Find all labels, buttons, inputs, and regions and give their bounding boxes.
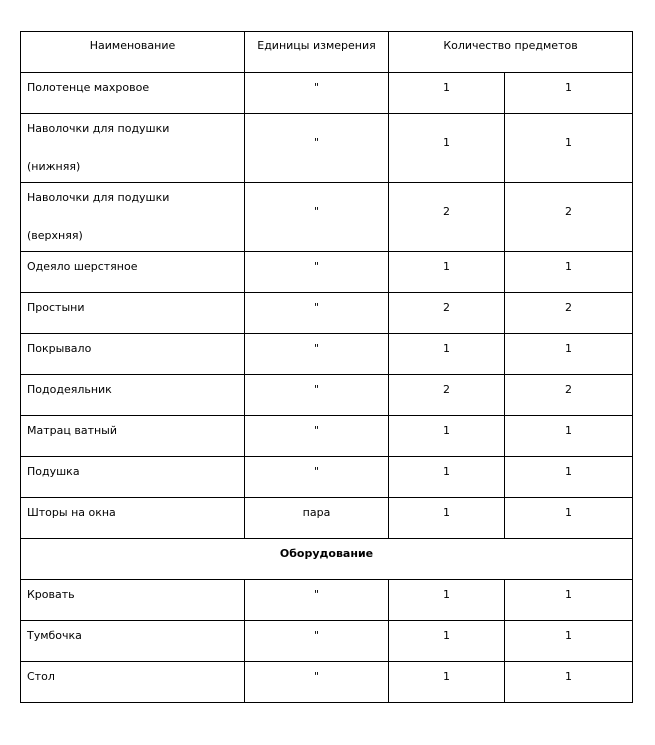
table-row xyxy=(21,114,633,183)
item-name-cell xyxy=(21,375,245,416)
item-qty-1-cell xyxy=(389,252,505,293)
item-qty-1: 1 xyxy=(443,588,450,601)
item-unit: " xyxy=(313,383,320,396)
item-qty-2: 1 xyxy=(565,588,572,601)
item-qty-1-cell xyxy=(389,293,505,334)
item-qty-2-cell xyxy=(505,580,633,621)
item-unit: " xyxy=(313,670,320,683)
item-name-line: Стол xyxy=(27,670,55,683)
item-qty-2-cell xyxy=(505,662,633,703)
item-name-cell xyxy=(21,498,245,539)
item-qty-2: 2 xyxy=(565,383,572,396)
item-name-cell xyxy=(21,334,245,375)
item-qty-1-cell xyxy=(389,375,505,416)
item-qty-2: 1 xyxy=(565,465,572,478)
item-unit-cell xyxy=(245,73,389,114)
header-unit-cell xyxy=(245,32,389,73)
item-name-cell xyxy=(21,114,245,183)
item-name-line: Тумбочка xyxy=(27,629,82,642)
item-qty-2-cell xyxy=(505,252,633,293)
item-unit-cell xyxy=(245,252,389,293)
item-name-line: Подушка xyxy=(27,465,80,478)
item-qty-1-cell xyxy=(389,334,505,375)
item-qty-1-cell xyxy=(389,621,505,662)
item-qty-2: 2 xyxy=(565,205,572,218)
table-header-row xyxy=(21,32,633,73)
item-name-cell xyxy=(21,416,245,457)
item-unit: " xyxy=(313,465,320,478)
item-unit-cell xyxy=(245,580,389,621)
item-name-line: Наволочки для подушки xyxy=(27,122,170,135)
item-qty-2: 1 xyxy=(565,424,572,437)
item-qty-2: 1 xyxy=(565,670,572,683)
item-unit: " xyxy=(313,424,320,437)
item-unit: " xyxy=(313,136,320,149)
table-row xyxy=(21,457,633,498)
item-qty-1-cell xyxy=(389,498,505,539)
item-unit-cell xyxy=(245,457,389,498)
inventory-table-body xyxy=(21,32,633,703)
item-qty-2-cell xyxy=(505,498,633,539)
section-row xyxy=(21,539,633,580)
item-unit: " xyxy=(313,629,320,642)
item-qty-2-cell xyxy=(505,375,633,416)
equipment-row xyxy=(21,621,633,662)
item-unit: " xyxy=(313,260,320,273)
item-name-cell xyxy=(21,621,245,662)
item-name-line: Простыни xyxy=(27,301,85,314)
item-name-line: Покрывало xyxy=(27,342,92,355)
item-qty-2-cell xyxy=(505,621,633,662)
item-name-cell xyxy=(21,183,245,252)
item-qty-2-cell xyxy=(505,73,633,114)
header-name-cell xyxy=(21,32,245,73)
item-unit-cell xyxy=(245,416,389,457)
item-name-cell xyxy=(21,293,245,334)
item-qty-1: 2 xyxy=(443,383,450,396)
section-title: Оборудование xyxy=(279,547,374,560)
item-name-line: Кровать xyxy=(27,588,75,601)
header-qty-label: Количество предметов xyxy=(443,39,578,52)
item-unit-cell xyxy=(245,498,389,539)
header-qty-cell xyxy=(389,32,633,73)
section-title-cell xyxy=(21,539,633,580)
item-name-line: Полотенце махровое xyxy=(27,81,150,94)
item-qty-2: 1 xyxy=(565,506,572,519)
item-qty-2: 1 xyxy=(565,81,572,94)
equipment-row xyxy=(21,662,633,703)
item-name-cell xyxy=(21,662,245,703)
item-qty-1: 1 xyxy=(443,465,450,478)
item-qty-2: 1 xyxy=(565,136,572,149)
equipment-row xyxy=(21,580,633,621)
item-qty-1: 2 xyxy=(443,301,450,314)
item-qty-1: 1 xyxy=(443,629,450,642)
item-unit-cell xyxy=(245,662,389,703)
item-name-cell xyxy=(21,457,245,498)
item-unit-cell xyxy=(245,293,389,334)
table-row xyxy=(21,183,633,252)
item-qty-1-cell xyxy=(389,114,505,183)
item-name-line: Одеяло шерстяное xyxy=(27,260,138,273)
table-row xyxy=(21,375,633,416)
header-unit-label: Единицы измерения xyxy=(257,39,376,52)
item-unit: пара xyxy=(302,506,331,519)
item-name-line: Шторы на окна xyxy=(27,506,116,519)
item-unit: " xyxy=(313,342,320,355)
item-qty-1: 1 xyxy=(443,260,450,273)
item-name-line: Матрац ватный xyxy=(27,424,118,437)
item-qty-1-cell xyxy=(389,457,505,498)
item-qty-2-cell xyxy=(505,293,633,334)
item-qty-1-cell xyxy=(389,580,505,621)
table-row xyxy=(21,334,633,375)
item-unit: " xyxy=(313,205,320,218)
item-name-line: Пододеяльник xyxy=(27,383,112,396)
item-qty-1-cell xyxy=(389,183,505,252)
item-qty-1: 1 xyxy=(443,506,450,519)
item-name-line: Наволочки для подушки xyxy=(27,191,170,204)
item-name-cell xyxy=(21,73,245,114)
item-qty-2-cell xyxy=(505,334,633,375)
item-name-line: (нижняя) xyxy=(27,160,81,173)
item-qty-1: 1 xyxy=(443,670,450,683)
item-qty-1-cell xyxy=(389,662,505,703)
header-name-label: Наименование xyxy=(89,39,176,52)
item-name-cell xyxy=(21,252,245,293)
item-qty-1: 1 xyxy=(443,424,450,437)
item-unit: " xyxy=(313,81,320,94)
item-qty-1-cell xyxy=(389,73,505,114)
item-qty-1: 1 xyxy=(443,136,450,149)
item-unit: " xyxy=(313,588,320,601)
inventory-table xyxy=(20,31,633,703)
item-qty-2: 1 xyxy=(565,629,572,642)
item-qty-2-cell xyxy=(505,114,633,183)
item-qty-2-cell xyxy=(505,457,633,498)
item-unit-cell xyxy=(245,375,389,416)
table-row xyxy=(21,498,633,539)
table-row xyxy=(21,73,633,114)
item-unit: " xyxy=(313,301,320,314)
item-qty-2: 1 xyxy=(565,342,572,355)
item-qty-2: 1 xyxy=(565,260,572,273)
item-unit-cell xyxy=(245,334,389,375)
item-qty-1: 1 xyxy=(443,342,450,355)
item-qty-2-cell xyxy=(505,183,633,252)
table-row xyxy=(21,416,633,457)
item-qty-2-cell xyxy=(505,416,633,457)
item-name-cell xyxy=(21,580,245,621)
item-unit-cell xyxy=(245,621,389,662)
table-row xyxy=(21,252,633,293)
item-qty-2: 2 xyxy=(565,301,572,314)
item-unit-cell xyxy=(245,114,389,183)
item-qty-1: 2 xyxy=(443,205,450,218)
item-qty-1-cell xyxy=(389,416,505,457)
item-unit-cell xyxy=(245,183,389,252)
item-qty-1: 1 xyxy=(443,81,450,94)
table-row xyxy=(21,293,633,334)
item-name-line: (верхняя) xyxy=(27,229,83,242)
